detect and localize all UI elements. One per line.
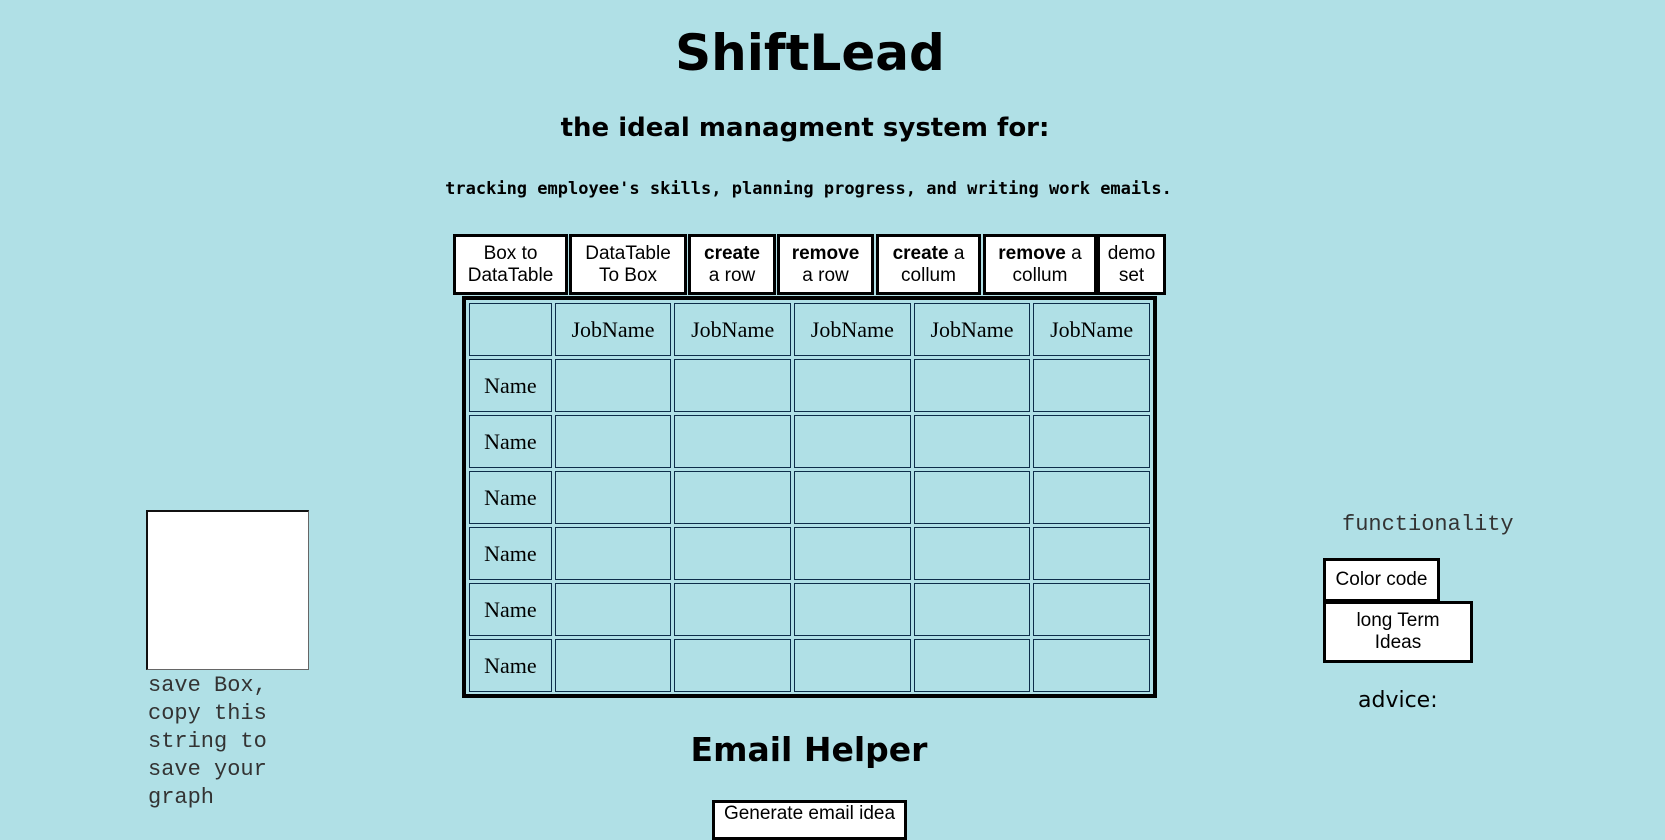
table-cell[interactable]	[555, 583, 672, 636]
long-term-ideas-button[interactable]	[1323, 601, 1473, 663]
column-header[interactable]: JobName	[914, 303, 1031, 356]
remove-collum-rest: a	[1065, 242, 1082, 264]
table-row	[469, 527, 1150, 580]
row-header[interactable]: Name	[469, 359, 552, 412]
table-cell[interactable]	[1033, 527, 1150, 580]
table-cell[interactable]	[1033, 471, 1150, 524]
demo-set-button[interactable]	[1097, 234, 1166, 295]
generate-email-idea-button[interactable]: Generate email idea	[712, 800, 907, 840]
table-cell[interactable]	[914, 359, 1031, 412]
row-header[interactable]: Name	[469, 471, 552, 524]
table-cell[interactable]	[555, 639, 672, 692]
box-to-datatable-button[interactable]	[453, 234, 568, 295]
table-cell[interactable]	[1033, 359, 1150, 412]
remove-collum-line2: collum	[1012, 264, 1068, 286]
skills-table-container	[462, 296, 1157, 698]
column-header[interactable]: JobName	[674, 303, 791, 356]
datatable-to-box-line1: DataTable	[585, 242, 671, 264]
page-subtitle: the ideal managment system for:	[560, 113, 1050, 143]
table-cell[interactable]	[555, 471, 672, 524]
create-row-bold: create	[704, 242, 760, 264]
column-header[interactable]: JobName	[794, 303, 911, 356]
row-header[interactable]: Name	[469, 527, 552, 580]
color-code-label: Color code	[1335, 569, 1428, 590]
table-cell[interactable]	[794, 583, 911, 636]
create-row-rest: a row	[708, 264, 756, 286]
table-cell[interactable]	[555, 527, 672, 580]
table-cell[interactable]	[1033, 583, 1150, 636]
remove-row-bold: remove	[791, 242, 860, 264]
column-header[interactable]: JobName	[1033, 303, 1150, 356]
functionality-label: functionality	[1342, 512, 1514, 537]
remove-collum-button[interactable]	[983, 234, 1097, 295]
row-header[interactable]: Name	[469, 639, 552, 692]
color-code-button[interactable]	[1323, 558, 1440, 602]
save-box-textarea[interactable]	[146, 510, 309, 670]
table-row	[469, 415, 1150, 468]
box-to-datatable-line1: Box to	[483, 242, 538, 264]
row-header[interactable]: Name	[469, 415, 552, 468]
remove-row-button[interactable]	[777, 234, 874, 295]
create-collum-button[interactable]	[876, 234, 981, 295]
table-cell[interactable]	[674, 359, 791, 412]
table-cell[interactable]	[674, 415, 791, 468]
advice-label: advice:	[1358, 688, 1438, 713]
table-cell[interactable]	[674, 471, 791, 524]
table-cell[interactable]	[914, 583, 1031, 636]
table-corner-cell[interactable]	[469, 303, 552, 356]
save-box-label: save Box, copy this string to save your graph	[148, 673, 267, 810]
create-collum-rest: a	[948, 242, 965, 264]
column-header[interactable]: JobName	[555, 303, 672, 356]
remove-collum-bold: remove	[998, 242, 1066, 264]
page-title: ShiftLead	[675, 24, 945, 82]
table-row	[469, 359, 1150, 412]
table-cell[interactable]	[914, 639, 1031, 692]
table-cell[interactable]	[794, 639, 911, 692]
remove-row-rest: a row	[802, 264, 849, 286]
row-header[interactable]: Name	[469, 583, 552, 636]
email-helper-title: Email Helper	[690, 730, 928, 769]
table-row	[469, 639, 1150, 692]
table-cell[interactable]	[674, 639, 791, 692]
long-term-line1: long Term	[1356, 610, 1440, 631]
datatable-to-box-line2: To Box	[598, 264, 658, 286]
table-cell[interactable]	[794, 415, 911, 468]
demo-set-line1: demo	[1107, 242, 1156, 264]
long-term-line2: Ideas	[1374, 632, 1422, 653]
table-row	[469, 583, 1150, 636]
table-cell[interactable]	[674, 583, 791, 636]
create-collum-bold: create	[892, 242, 949, 264]
table-cell[interactable]	[794, 471, 911, 524]
table-cell[interactable]	[674, 527, 791, 580]
table-cell[interactable]	[794, 359, 911, 412]
create-collum-line2: collum	[901, 264, 956, 286]
datatable-to-box-button[interactable]	[569, 234, 687, 295]
box-to-datatable-line2: DataTable	[467, 264, 554, 286]
page-tagline: tracking employee's skills, planning progress, and writing work emails.	[445, 179, 1172, 199]
table-cell[interactable]	[914, 415, 1031, 468]
create-row-button[interactable]	[688, 234, 776, 295]
skills-table	[466, 300, 1153, 695]
table-row	[469, 471, 1150, 524]
table-cell[interactable]	[1033, 415, 1150, 468]
table-cell[interactable]	[555, 359, 672, 412]
table-cell[interactable]	[1033, 639, 1150, 692]
table-cell[interactable]	[555, 415, 672, 468]
demo-set-line2: set	[1118, 264, 1145, 286]
table-cell[interactable]	[914, 471, 1031, 524]
table-header-row	[469, 303, 1150, 356]
table-cell[interactable]	[914, 527, 1031, 580]
table-cell[interactable]	[794, 527, 911, 580]
